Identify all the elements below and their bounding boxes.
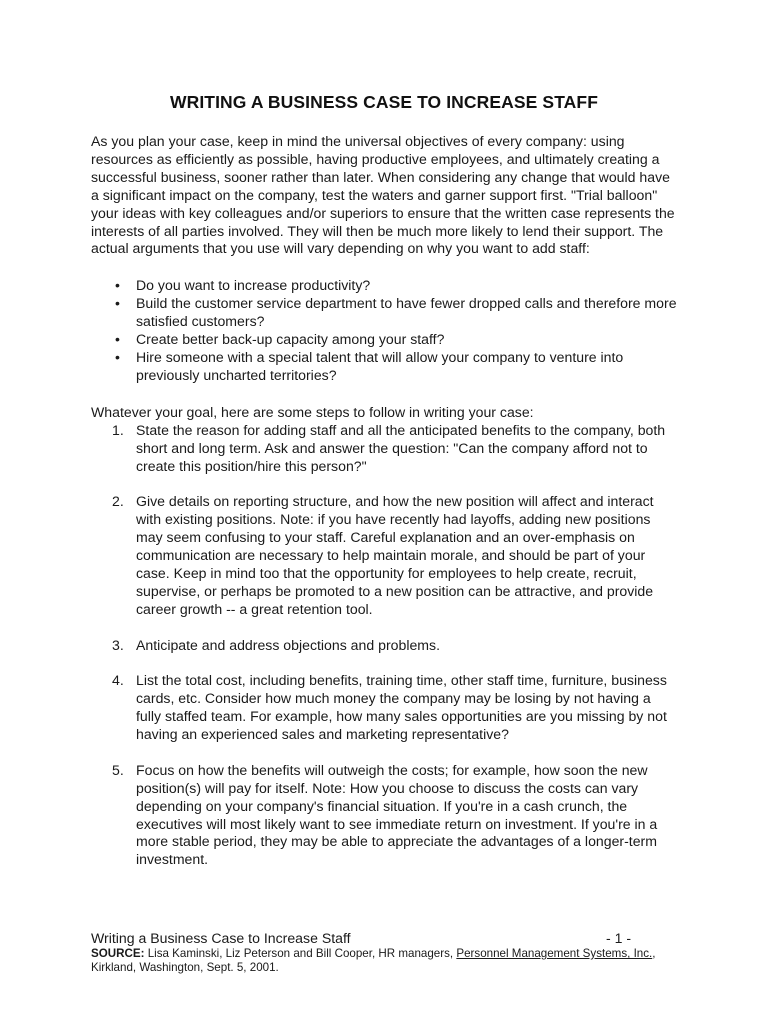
step-text: Focus on how the benefits will outweigh the costs; for example, how soon the new position(s) will pay for itself. Note: How you choose to discuss the costs can vary depending on your company's financial situation. If you're in a cash crunch, the executives will most likely want to see immediate return on investment. If you're in a more stable period, they may be able to appreciate the advantages of a longer-term investment. [136,761,658,868]
step-text: State the reason for adding staff and all the anticipated benefits to the company, both short and long term. Ask and answer the question: "Can the company afford not to create this position/hire this person?" [136,421,666,474]
bullet-icon: • [115,277,120,294]
document-page [91,92,677,887]
step-item [91,493,677,618]
step-item [91,672,677,744]
source-citation [91,947,677,975]
source-label: SOURCE: [91,947,145,960]
bullet-text: Build the customer service department to have fewer dropped calls and therefore more satisfied customers? [136,295,677,330]
steps-intro: Whatever your goal, here are some steps to follow in writing your case: [91,403,534,420]
bullet-item [91,331,677,349]
step-number: 2. [112,493,124,510]
source-rest: , Kirkland, Washington, Sept. 5, 2001. [91,947,656,974]
document-title: WRITING A BUSINESS CASE TO INCREASE STAFF [169,92,598,112]
bullet-text: Do you want to increase productivity? [136,277,371,294]
step-item [91,637,677,655]
bullet-item [91,349,677,385]
step-text: Give details on reporting structure, and how the new position will affect and interact with existing positions. Note: if you have recently had layoffs, adding new positions may seem confusing to your staff. Careful explanation and an over-emphasis on communication are necessary to help maintain morale, and should be part of your case. Keep in mind too that the opportunity for employees to help create, recruit, supervise, or perhaps be promoted to a new position can be attractive, and provide career growth -- a great retention tool. [136,493,654,617]
step-number: 1. [112,421,124,438]
footer-page-number: - 1 - [606,930,632,946]
bullet-icon: • [115,348,120,365]
bullet-icon: • [115,295,120,312]
step-number: 3. [112,636,124,653]
bullet-item [91,277,677,295]
step-item [91,762,677,869]
page-footer [91,930,677,975]
steps-list [91,422,677,870]
step-number: 4. [112,672,124,689]
bullet-text: Create better back-up capacity among your staff? [136,331,445,348]
source-authors: Lisa Kaminski, Liz Peterson and Bill Cooper, HR managers, [144,947,457,960]
bullet-text: Hire someone with a special talent that will allow your company to venture into previously uncharted territories? [136,348,624,383]
intro-paragraph: As you plan your case, keep in mind the universal objectives of every company: using resources as efficiently as possible, having productive employees, and ultimately creating a successful business, sooner rather than later. When considering any change that would have a significant impact on the company, test the waters and garner support first. "Trial balloon" your ideas with key colleagues and/or superiors to ensure that the written case represents the interests of all parties involved. They will then be much more likely to lend their support. The actual arguments that you use will vary depending on why you want to add staff: [91,133,675,257]
source-company-link[interactable]: Personnel Management Systems, Inc. [456,947,653,960]
bullet-item [91,295,677,331]
bullet-icon: • [115,331,120,348]
bullet-list [91,277,677,384]
footer-doc-title: Writing a Business Case to Increase Staff [91,930,351,946]
step-number: 5. [112,761,124,778]
step-text: List the total cost, including benefits, training time, other staff time, furniture, business cards, etc. Consider how much money the company may be losing by not having a fully staffed team. For example, how many sales opportunities are you missing by not having an experienced sales and marketing representative? [136,672,667,743]
footer-line [91,930,677,947]
step-text: Anticipate and address objections and problems. [136,636,440,653]
step-item [91,422,677,476]
